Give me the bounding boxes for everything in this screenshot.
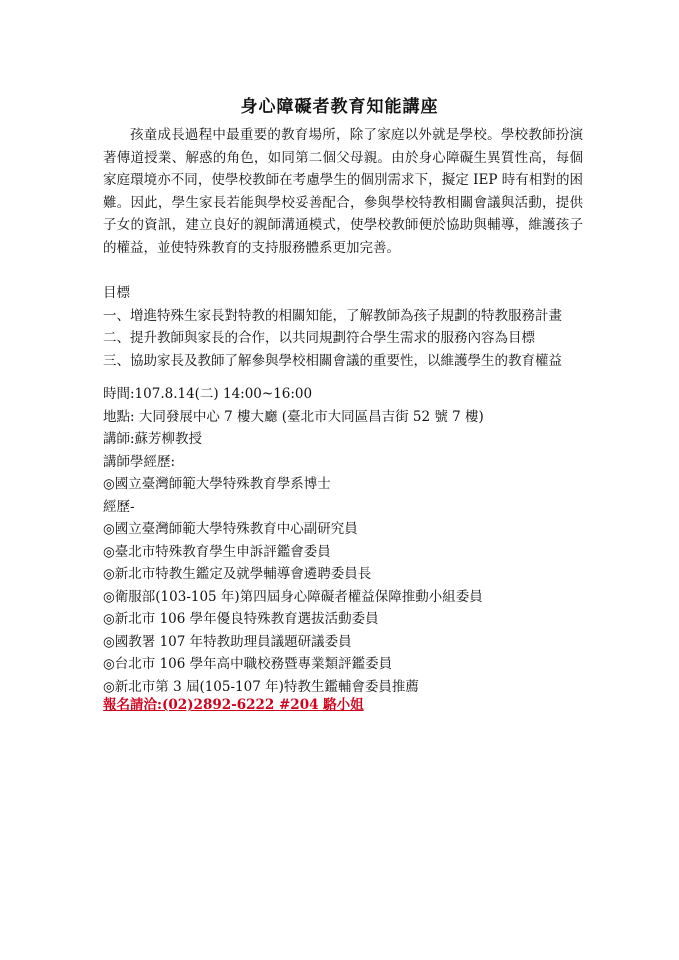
experience-heading: 經歷- xyxy=(103,498,135,515)
event-info-section xyxy=(103,383,623,698)
event-speaker: 講師:蘇芳柳教授 xyxy=(103,431,203,447)
event-location: 地點: 大同發展中心 7 樓大廳 (臺北市大同區昌吉街 52 號 7 樓) xyxy=(103,408,484,425)
experience-item: ◎新北市特教生鑑定及就學輔導會遴聘委員長 xyxy=(103,566,372,582)
goals-heading: 目標 xyxy=(103,285,130,301)
registration-contact: 報名請洽:(02)2892-6222 #204 駱小姐 xyxy=(103,697,364,713)
education-item: ◎國立臺灣師範大學特殊教育學系博士 xyxy=(103,476,331,492)
experience-item: ◎新北市第 3 屆(105-107 年)特教生鑑輔會委員推薦 xyxy=(103,678,419,695)
event-time: 時間:107.8.14(二) 14:00~16:00 xyxy=(103,386,313,402)
goal-item: 二、提升教師與家長的合作，以共同規劃符合學生需求的服務內容為目標 xyxy=(103,330,535,346)
experience-item: ◎國立臺灣師範大學特殊教育中心副研究員 xyxy=(103,521,358,537)
goal-item: 一、增進特殊生家長對特教的相關知能，了解教師為孩子規劃的特教服務計畫 xyxy=(103,307,562,324)
goals-section xyxy=(103,282,623,372)
experience-item: ◎臺北市特殊教育學生申訴評鑑會委員 xyxy=(103,543,331,560)
intro-paragraph: 孩童成長過程中最重要的教育場所，除了家庭以外就是學校。學校教師扮演著傳道授業、解惑的角色，如同第二個父母親。由於身心障礙生異質性高，每個家庭環境亦不同，使學校教師在考慮學生的個別需求下，擬定 IEP 時有相對的困難。因此，學生家長若能與學校妥善配合，參與學校特教相關會議與活動，提供子女的資訊，建立良好的親師溝通模式，使學校教師便於協助與輔導，維護孩子的權益，並使特殊教育的支持服務體系更加完善。 xyxy=(103,127,583,256)
experience-item: ◎國教署 107 年特教助理員議題研議委員 xyxy=(103,633,352,650)
education-heading: 講師學經歷: xyxy=(103,453,176,470)
page-title: 身心障礙者教育知能講座 xyxy=(240,97,439,117)
experience-item: ◎台北市 106 學年高中職校務暨專業類評鑑委員 xyxy=(103,656,393,672)
experience-item: ◎衛服部(103-105 年)第四屆身心障礙者權益保障推動小組委員 xyxy=(103,588,483,605)
experience-item: ◎新北市 106 學年優良特殊教育選拔活動委員 xyxy=(103,611,379,627)
goal-item: 三、協助家長及教師了解參與學校相關會議的重要性，以維護學生的教育權益 xyxy=(103,352,562,369)
